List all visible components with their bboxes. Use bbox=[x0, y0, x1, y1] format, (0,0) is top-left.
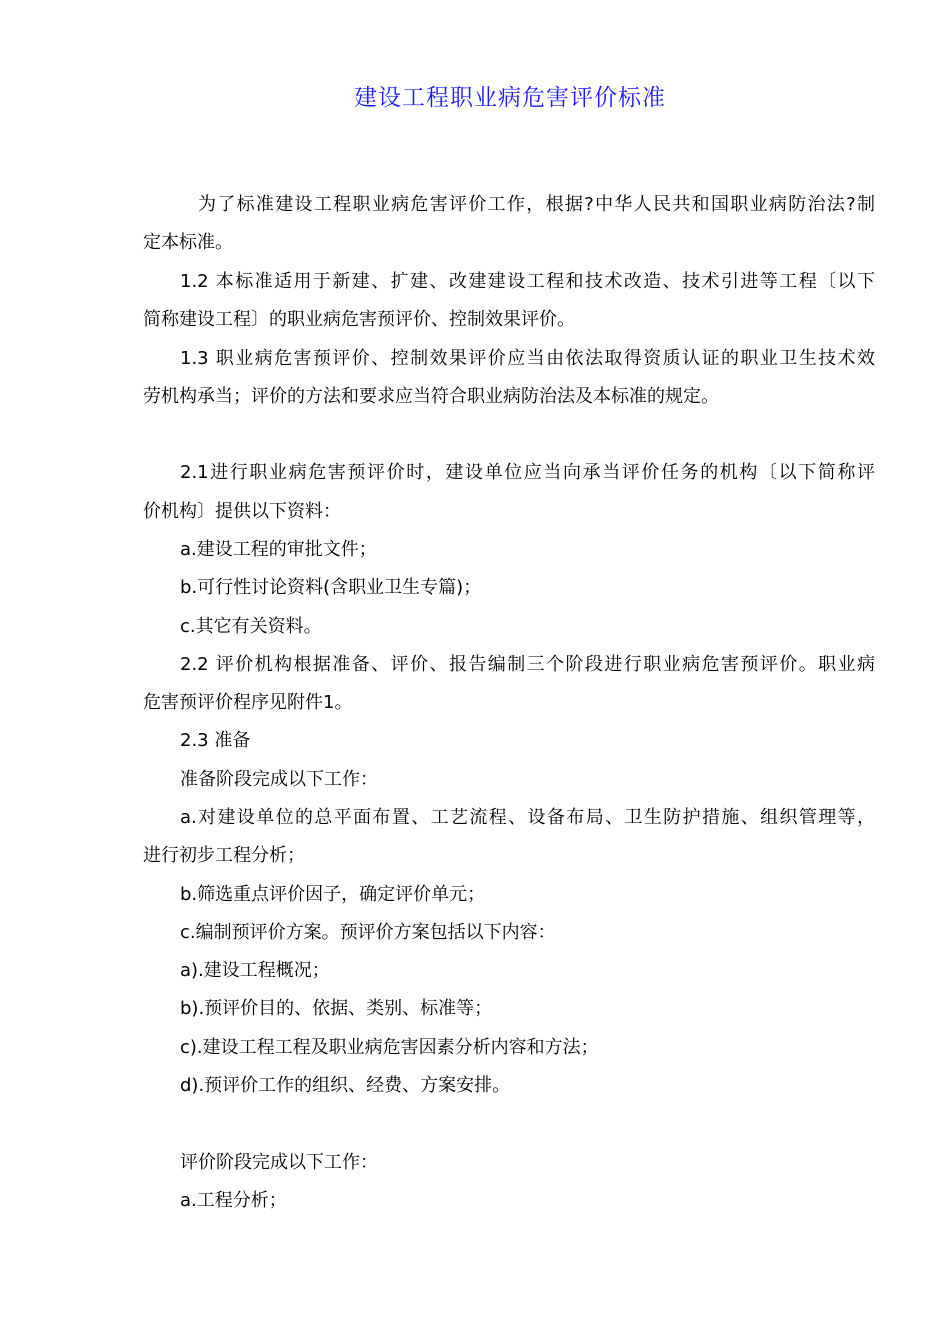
list-item-b-feasibility: b.可行性讨论资料(含职业卫生专篇)； bbox=[180, 577, 482, 598]
paragraph-intro-line-1: 为了标准建设工程职业病危害评价工作，根据?中华人民共和国职业病防治法?制 bbox=[198, 194, 875, 215]
prep-stage-intro: 准备阶段完成以下工作： bbox=[180, 769, 378, 790]
plan-subitem-c: c).建设工程工程及职业病危害因素分析内容和方法； bbox=[180, 1037, 599, 1058]
clause-2-2-line-2: 危害预评价程序见附件1。 bbox=[143, 692, 353, 713]
page-title: 建设工程职业病危害评价标准 bbox=[354, 85, 666, 111]
plan-subitem-b: b).预评价目的、依据、类别、标准等； bbox=[180, 998, 493, 1019]
prep-item-c: c.编制预评价方案。预评价方案包括以下内容： bbox=[180, 922, 556, 943]
list-item-c-other: c.其它有关资料。 bbox=[180, 616, 322, 637]
clause-2-1-line-1: 2.1进行职业病危害预评价时，建设单位应当向承当评价任务的机构〔以下简称评 bbox=[180, 462, 875, 483]
clause-2-3-heading: 2.3 准备 bbox=[180, 730, 251, 751]
plan-subitem-d: d).预评价工作的组织、经费、方案安排。 bbox=[180, 1075, 511, 1096]
eval-stage-intro: 评价阶段完成以下工作： bbox=[180, 1152, 378, 1173]
prep-item-a-line-1: a.对建设单位的总平面布置、工艺流程、设备布局、卫生防护措施、组织管理等， bbox=[180, 807, 875, 828]
list-item-a-approval: a.建设工程的审批文件； bbox=[180, 539, 377, 560]
plan-subitem-a: a).建设工程概况； bbox=[180, 960, 330, 981]
clause-1-2-line-1: 1.2 本标准适用于新建、扩建、改建建设工程和技术改造、技术引进等工程〔以下 bbox=[180, 271, 875, 292]
prep-item-a-line-2: 进行初步工程分析； bbox=[143, 845, 305, 866]
clause-1-3-line-2: 劳机构承当；评价的方法和要求应当符合职业病防治法及本标准的规定。 bbox=[143, 386, 719, 407]
eval-item-a: a.工程分析； bbox=[180, 1190, 287, 1211]
clause-1-2-line-2: 简称建设工程〕的职业病危害预评价、控制效果评价。 bbox=[143, 309, 575, 330]
clause-2-1-line-2: 价机构〕提供以下资料： bbox=[143, 501, 341, 522]
clause-2-2-line-1: 2.2 评价机构根据准备、评价、报告编制三个阶段进行职业病危害预评价。职业病 bbox=[180, 654, 875, 675]
prep-item-b: b.筛选重点评价因子，确定评价单元； bbox=[180, 884, 486, 905]
paragraph-intro-line-2: 定本标准。 bbox=[143, 232, 233, 253]
clause-1-3-line-1: 1.3 职业病危害预评价、控制效果评价应当由依法取得资质认证的职业卫生技术效 bbox=[180, 348, 875, 369]
